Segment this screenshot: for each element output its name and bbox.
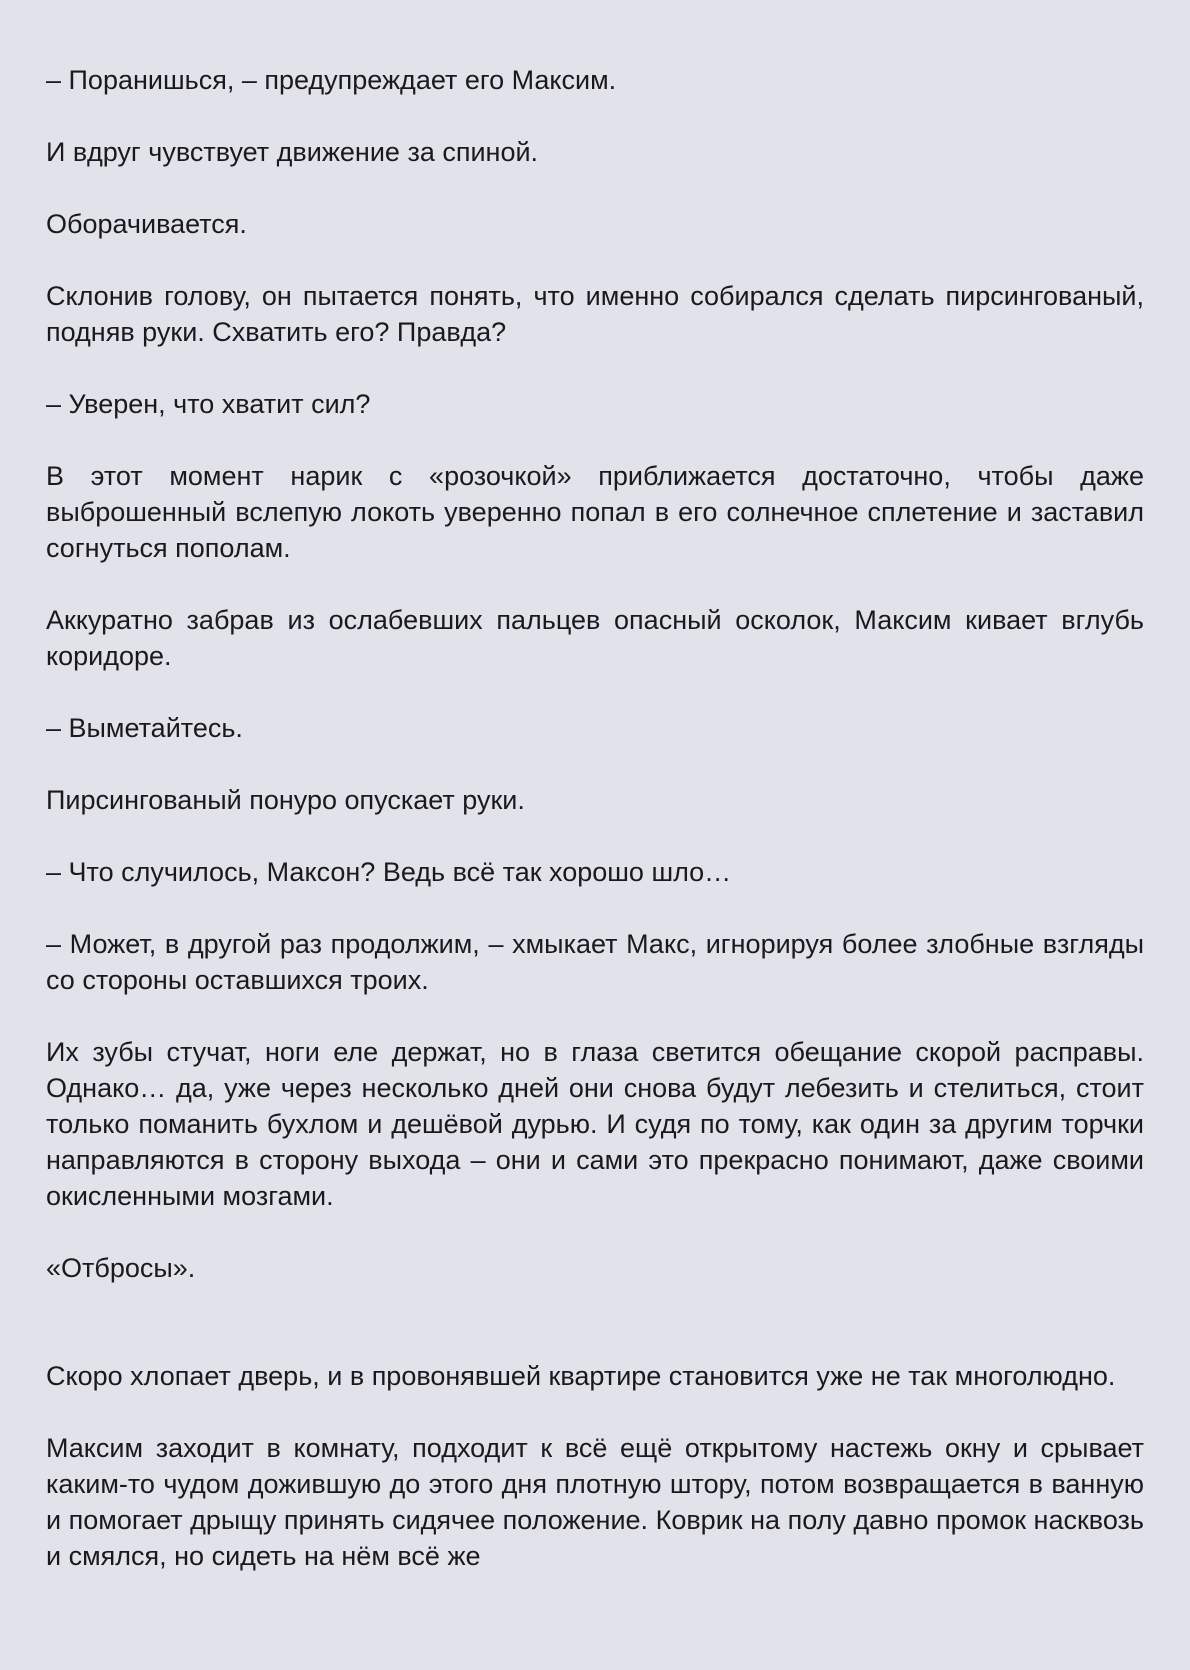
paragraph-10: – Что случилось, Максон? Ведь всё так хорошо шло… [46,857,732,887]
paragraph-4: Склонив голову, он пытается понять, что именно собирался сделать пирсингованый, подняв руки. Схватить его? Правда? [46,281,1144,347]
paragraph-5: – Уверен, что хватит сил? [46,389,371,419]
paragraph-13: «Отбросы». [46,1253,196,1283]
paragraph-6: В этот момент нарик с «розочкой» приближается достаточно, чтобы даже выброшенный вслепую локоть уверенно попал в его солнечное сплетение и заставил согнуться пополам. [46,461,1144,563]
paragraph-7: Аккуратно забрав из ослабевших пальцев опасный осколок, Максим кивает вглубь коридоре. [46,605,1144,671]
paragraph-2: И вдруг чувствует движение за спиной. [46,137,539,167]
paragraph-11: – Может, в другой раз продолжим, – хмыкает Макс, игнорируя более злобные взгляды со стороны оставшихся троих. [46,929,1144,995]
paragraph-14: Скоро хлопает дверь, и в провонявшей квартире становится уже не так многолюдно. [46,1361,1116,1391]
paragraph-9: Пирсингованый понуро опускает руки. [46,785,525,815]
document-body [46,0,1144,1574]
paragraph-1: – Поранишься, – предупреждает его Максим. [46,65,617,95]
paragraph-15: Максим заходит в комнату, подходит к всё ещё открытому настежь окну и срывает каким-то чудом дожившую до этого дня плотную штору, потом возвращается в ванную и помогает дрыщу принять сидячее положение. Коврик на полу давно промок насквозь и смялся, но сидеть на нём всё же [46,1433,1144,1571]
paragraph-12: Их зубы стучат, ноги еле держат, но в глаза светится обещание скорой расправы. Однако… да, уже через несколько дней они снова будут лебезить и стелиться, стоит только поманить бухлом и дешёвой дурью. И судя по тому, как один за другим торчки направляются в сторону выхода – они и сами это прекрасно понимают, даже своими окисленными мозгами. [46,1037,1144,1211]
paragraph-8: – Выметайтесь. [46,713,243,743]
paragraph-3: Оборачивается. [46,209,247,239]
